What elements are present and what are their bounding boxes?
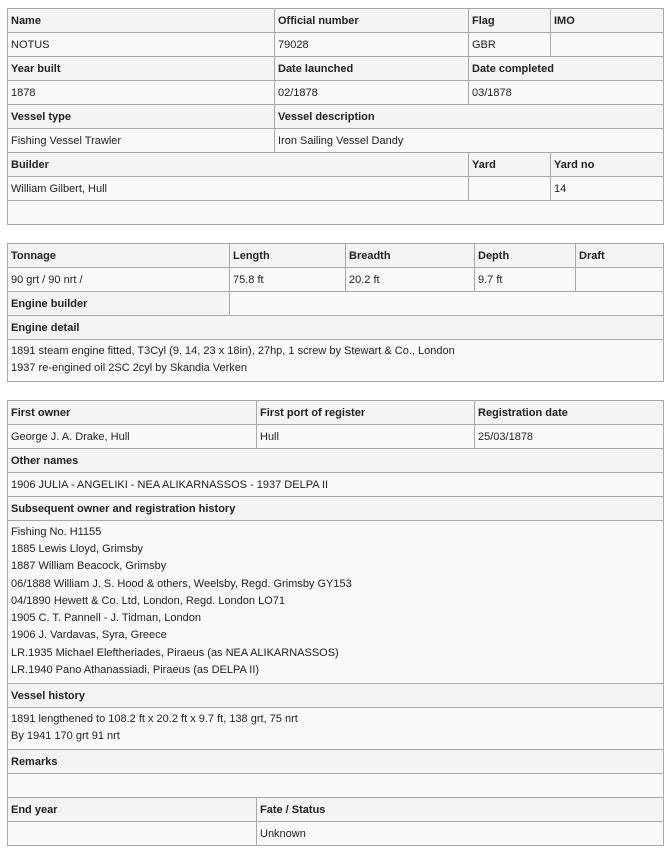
official-number-value: 79028 <box>275 33 469 57</box>
engine-detail-line: 1891 steam engine fitted, T3Cyl (9, 14, 23 x 18in), 27hp, 1 screw by Stewart & Co., London <box>11 344 455 357</box>
yard-no-label: Yard no <box>551 153 664 177</box>
history-line: LR.1935 Michael Eleftheriades, Piraeus (as NEA ALIKARNASSOS) <box>11 646 339 659</box>
imo-value <box>551 33 664 57</box>
vessel-type-label: Vessel type <box>8 105 275 129</box>
first-owner-label: First owner <box>8 401 257 425</box>
date-completed-label: Date completed <box>469 57 664 81</box>
date-completed-value: 03/1878 <box>469 81 664 105</box>
engine-detail-label: Engine detail <box>8 316 664 340</box>
engine-detail-line: 1937 re-engined oil 2SC 2cyl by Skandia Verken <box>11 362 248 374</box>
depth-label: Depth <box>475 244 576 268</box>
empty-row <box>8 201 664 225</box>
yard-label: Yard <box>469 153 551 177</box>
registration-date-label: Registration date <box>475 401 664 425</box>
flag-value: GBR <box>469 33 551 57</box>
tonnage-value: 90 grt / 90 nrt / <box>8 268 230 292</box>
vessel-description-label: Vessel description <box>275 105 664 129</box>
breadth-label: Breadth <box>346 244 475 268</box>
other-names-value: 1906 JULIA - ANGELIKI - NEA ALIKARNASSOS - 1937 DELPA II <box>8 473 664 497</box>
ownership-table <box>7 400 664 846</box>
subsequent-owner-value <box>8 521 664 684</box>
name-value: NOTUS <box>8 33 275 57</box>
name-label: Name <box>8 9 275 33</box>
history-line: LR.1940 Pano Athanassiadi, Piraeus (as DELPA II) <box>11 664 260 677</box>
history-line: 1906 J. Vardavas, Syra, Greece <box>11 629 167 642</box>
yard-no-value: 14 <box>551 177 664 201</box>
date-launched-label: Date launched <box>275 57 469 81</box>
first-port-value: Hull <box>257 425 475 449</box>
builder-value: William Gilbert, Hull <box>8 177 469 201</box>
vessel-identity-table <box>7 8 664 225</box>
official-number-label: Official number <box>275 9 469 33</box>
yard-value <box>469 177 551 201</box>
imo-label: IMO <box>551 9 664 33</box>
engine-detail-value <box>8 340 664 382</box>
engine-builder-label: Engine builder <box>8 292 230 316</box>
vessel-history-value <box>8 708 664 750</box>
draft-value <box>576 268 664 292</box>
subsequent-owner-label: Subsequent owner and registration history <box>8 497 664 521</box>
length-value: 75.8 ft <box>230 268 346 292</box>
vessel-type-value: Fishing Vessel Trawler <box>8 129 275 153</box>
flag-label: Flag <box>469 9 551 33</box>
end-year-label: End year <box>8 798 257 822</box>
dimensions-table <box>7 243 664 382</box>
breadth-value: 20.2 ft <box>346 268 475 292</box>
registration-date-value: 25/03/1878 <box>475 425 664 449</box>
vessel-description-value: Iron Sailing Vessel Dandy <box>275 129 664 153</box>
history-line: Fishing No. H1155 <box>11 525 102 538</box>
draft-label: Draft <box>576 244 664 268</box>
other-names-label: Other names <box>8 449 664 473</box>
remarks-value <box>8 774 664 798</box>
year-built-value: 1878 <box>8 81 275 105</box>
tonnage-label: Tonnage <box>8 244 230 268</box>
engine-builder-value <box>230 292 664 316</box>
vessel-history-label: Vessel history <box>8 684 664 708</box>
history-line: 04/1890 Hewett & Co. Ltd, London, Regd. London LO71 <box>11 594 285 607</box>
history-line: 1905 C. T. Pannell - J. Tidman, London <box>11 612 201 625</box>
fate-label: Fate / Status <box>257 798 664 822</box>
fate-value: Unknown <box>257 822 664 846</box>
depth-value: 9.7 ft <box>475 268 576 292</box>
first-owner-value: George J. A. Drake, Hull <box>8 425 257 449</box>
history-line: 06/1888 William J. S. Hood & others, Weelsby, Regd. Grimsby GY153 <box>11 577 352 590</box>
first-port-label: First port of register <box>257 401 475 425</box>
year-built-label: Year built <box>8 57 275 81</box>
vessel-history-line: By 1941 170 grt 91 nrt <box>11 730 120 742</box>
date-launched-value: 02/1878 <box>275 81 469 105</box>
end-year-value <box>8 822 257 846</box>
vessel-history-line: 1891 lengthened to 108.2 ft x 20.2 ft x 9.7 ft, 138 grt, 75 nrt <box>11 712 298 725</box>
builder-label: Builder <box>8 153 469 177</box>
history-line: 1887 William Beacock, Grimsby <box>11 560 167 573</box>
history-line: 1885 Lewis Lloyd, Grimsby <box>11 542 144 555</box>
remarks-label: Remarks <box>8 750 664 774</box>
length-label: Length <box>230 244 346 268</box>
